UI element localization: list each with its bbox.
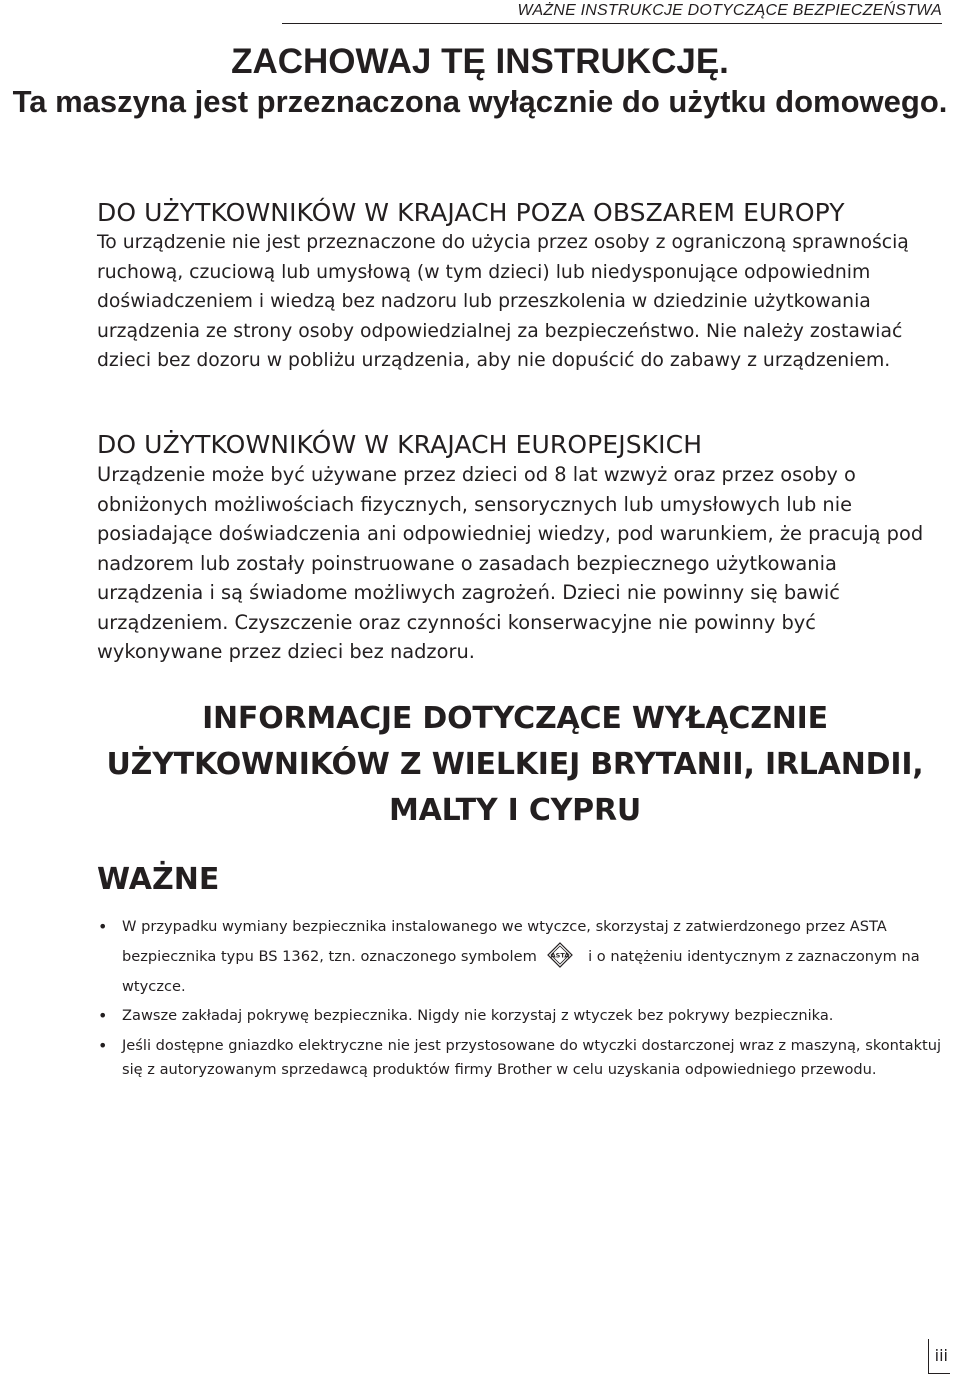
list-item [97,912,947,1002]
non-europe-body: To urządzenie nie jest przeznaczone do użycia przez osoby z ograniczoną sprawnością ruchową, czuciową lub umysłową (w tym dzieci) lub niedysponujące odpowiednim doświadczeniem i wiedzą bez nadzoru lub przeszkolenia w dziedzinie użytkowania urządzenia ze strony osoby odpowiedzialnej za bezpieczeństwo. Nie należy zostawiać dzieci bez dozoru w pobliżu urządzenia, aby nie dopuścić do zabawy z urządzeniem. [97,232,909,371]
list-item [97,1034,947,1082]
bullet-glyph: • [98,1006,108,1025]
bullet-glyph: • [98,917,108,936]
bullet-glyph: • [98,1036,108,1055]
non-europe-heading: DO UŻYTKOWNIKÓW W KRAJACH POZA OBSZAREM EUROPY [97,198,845,227]
uk-ireland-info-title [0,696,960,834]
europe-heading: DO UŻYTKOWNIKÓW W KRAJACH EUROPEJSKICH [97,430,703,459]
asta-mark-icon [547,942,573,968]
household-use-line: Ta maszyna jest przeznaczona wyłącznie do użytku domowego. [12,84,948,119]
europe-body: Urządzenie może być używane przez dzieci od 8 lat wzwyż oraz przez osoby o obniżonych możliwościach fizycznych, sensorycznych lub umysłowych lub nie posiadające doświadczenia ani odpowiedniej wiedzy, pod warunkiem, że pracują pod nadzorem lub zostały poinstruowane o zasadach bezpiecznego użytkowania urządzenia i są świadome możliwych zagrożeń. Dzieci nie powinny się bawić urządzeniem. Czyszczenie oraz czynności konserwacyjne nie powinny być wykonywane przez dzieci bez nadzoru. [97,463,924,663]
page-number: iii [928,1339,950,1374]
info-title-line-3: MALTY I CYPRU [388,793,642,828]
keep-instructions-title [0,42,960,122]
fuse-text-part-1: W przypadku wymiany bezpiecznika instalowanego we wtyczce, skorzystaj z zatwierdzonego przez ASTA bezpiecznika typu BS 1362, tzn. oznaczonego symbolem [122,918,887,965]
asta-mark-label: ASTA [551,951,570,960]
fuse-cover-text: Zawsze zakładaj pokrywę bezpiecznika. Nigdy nie korzystaj z wtyczek bez pokrywy bezpiecznika. [122,1007,834,1024]
non-europe-section [97,198,947,376]
keep-instructions-line: ZACHOWAJ TĘ INSTRUKCJĘ. [231,42,729,81]
important-list [97,912,947,1082]
info-title-line-1: INFORMACJE DOTYCZĄCE WYŁĄCZNIE [202,701,828,736]
info-title-line-2: UŻYTKOWNIKÓW Z WIELKIEJ BRYTANII, IRLANDII, [106,747,924,782]
fuse-text-part-2: i o natężeniu identycznym z zaznaczonym na wtyczce. [122,948,920,995]
running-header: WAŻNE INSTRUKCJE DOTYCZĄCE BEZPIECZEŃSTWA [282,2,942,24]
socket-text: Jeśli dostępne gniazdko elektryczne nie jest przystosowane do wtyczki dostarczonej wraz z maszyną, skontaktuj się z autoryzowanym sprzedawcą produktów firmy Brother w celu uzyskania odpowiedniego przewodu. [122,1037,942,1078]
important-heading: WAŻNE [97,862,220,897]
europe-section [97,430,947,667]
list-item [97,1002,947,1030]
